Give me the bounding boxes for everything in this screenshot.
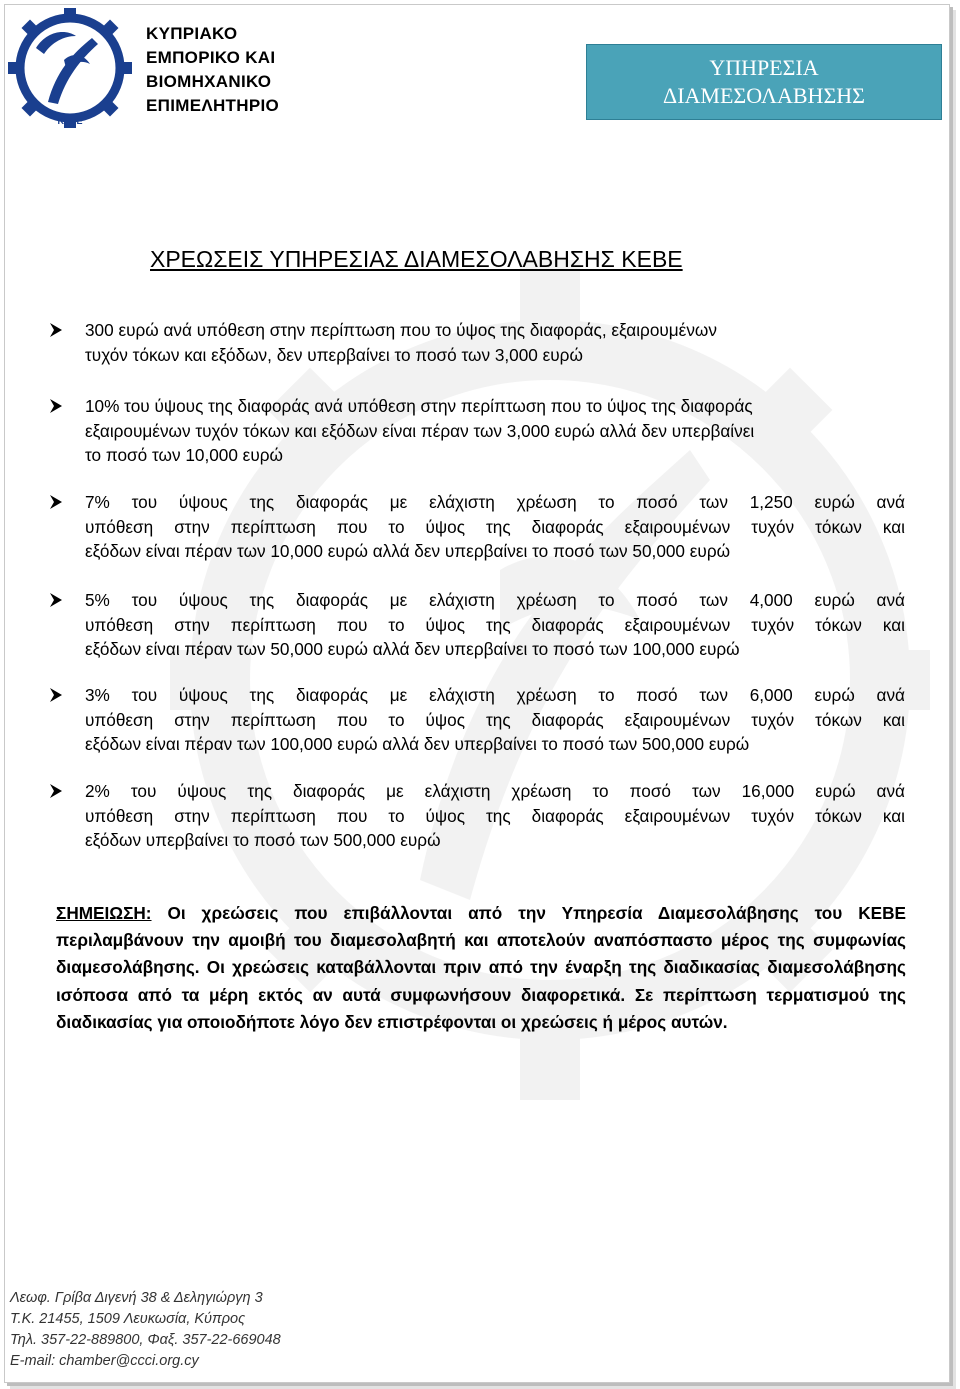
fee-item	[85, 318, 905, 367]
logo-text: ΚΕΒΕ	[57, 116, 83, 126]
fee-item-line: υπόθεση στην περίπτωση που το ύψος της διαφοράς εξαιρουμένων τυχόν τόκων και	[85, 614, 905, 635]
fee-item-line: 300 ευρώ ανά υπόθεση στην περίπτωση που το ύψος της διαφοράς, εξαιρουμένων	[85, 320, 717, 340]
arrowhead-bullet-icon	[49, 687, 63, 703]
fee-item-line: τυχόν τόκων και εξόδων, δεν υπερβαίνει το ποσό των 3,000 ευρώ	[85, 344, 583, 365]
footer-postal: Τ.Κ. 21455, 1509 Λευκωσία, Κύπρος	[10, 1311, 246, 1327]
service-title-line: ΥΠΗΡΕΣΙΑ	[709, 55, 819, 80]
fee-item-line: υπόθεση στην περίπτωση που το ύψος της διαφοράς εξαιρουμένων τυχόν τόκων και	[85, 709, 905, 730]
arrowhead-bullet-icon	[49, 398, 63, 414]
note-paragraph	[56, 900, 906, 1036]
org-name-line: ΕΜΠΟΡΙΚΟ ΚΑΙ	[146, 48, 276, 67]
org-name-line: ΒΙΟΜΗΧΑΝΙΚΟ	[146, 72, 272, 91]
page-title: ΧΡΕΩΣΕΙΣ ΥΠΗΡΕΣΙΑΣ ΔΙΑΜΕΣΟΛΑΒΗΣΗΣ ΚΕΒΕ	[150, 246, 683, 272]
fee-item-line: εξόδων είναι πέραν των 10,000 ευρώ αλλά δεν υπερβαίνει το ποσό των 50,000 ευρώ	[85, 541, 731, 561]
note-label: ΣΗΜΕΙΩΣΗ:	[56, 903, 152, 923]
fee-item-line: υπόθεση στην περίπτωση που το ύψος της διαφοράς εξαιρουμένων τυχόν τόκων και	[85, 516, 905, 537]
arrowhead-bullet-icon	[49, 494, 63, 510]
fee-item-line: υπόθεση στην περίπτωση που το ύψος της διαφοράς εξαιρουμένων τυχόν τόκων και	[85, 805, 905, 826]
fee-item-line: 5% του ύψους της διαφοράς με ελάχιστη χρέωση το ποσό των 4,000 ευρώ ανά	[85, 590, 905, 610]
fee-item	[85, 490, 905, 564]
note-text: Οι χρεώσεις που επιβάλλονται από την Υπηρεσία Διαμεσολάβησης του ΚΕΒΕ περιλαμβάνουν την αμοιβή του διαμεσολαβητή και αποτελούν αναπόσπαστο μέρος της συμφωνίας διαμεσολάβησης. Οι χρεώσεις καταβάλλονται πριν από την έναρξη της διαδικασίας διαμεσολάβησης ισόποσα από τα μέρη εκτός αν αυτά συμφωνήσουν διαφορετικά. Σε περίπτωση τερματισμού της διαδικασίας για οποιοδήποτε λόγο δεν επιστρέφονται οι χρεώσεις ή μέρος αυτών.	[56, 903, 906, 1032]
fee-item	[85, 683, 905, 757]
arrowhead-bullet-icon	[49, 592, 63, 608]
keve-logo	[6, 2, 136, 130]
fee-item-line: εξαιρουμένων τυχόν τόκων και εξόδων είναι πέραν των 3,000 ευρώ αλλά δεν υπερβαίνει	[85, 420, 755, 441]
footer-phone-fax: Τηλ. 357-22-889800, Φαξ. 357-22-669048	[10, 1332, 281, 1348]
fee-item-line: εξόδων υπερβαίνει το ποσό των 500,000 ευρώ	[85, 830, 441, 850]
fee-item-line: 10% του ύψους της διαφοράς ανά υπόθεση στην περίπτωση που το ύψος της διαφοράς	[85, 396, 753, 416]
footer-address: Λεωφ. Γρίβα Διγενή 38 & Δεληγιώργη 3	[10, 1290, 263, 1306]
fee-item	[85, 394, 905, 468]
fee-item	[85, 588, 905, 662]
service-title-box	[586, 44, 942, 120]
arrowhead-bullet-icon	[49, 783, 63, 799]
fee-item-line: το ποσό των 10,000 ευρώ	[85, 445, 283, 465]
fee-item-line: 3% του ύψους της διαφοράς με ελάχιστη χρέωση το ποσό των 6,000 ευρώ ανά	[85, 685, 905, 705]
fee-item-line: 2% του ύψους της διαφοράς με ελάχιστη χρέωση το ποσό των 16,000 ευρώ ανά	[85, 781, 905, 801]
fee-item-line: 7% του ύψους της διαφοράς με ελάχιστη χρέωση το ποσό των 1,250 ευρώ ανά	[85, 492, 905, 512]
service-title-line: ΔΙΑΜΕΣΟΛΑΒΗΣΗΣ	[663, 83, 865, 108]
organization-name	[146, 22, 279, 118]
org-name-line: ΚΥΠΡΙΑΚΟ	[146, 24, 238, 43]
footer-email: E-mail: chamber@ccci.org.cy	[10, 1353, 199, 1369]
fee-item	[85, 779, 905, 853]
org-name-line: ΕΠΙΜΕΛΗΤΗΡΙΟ	[146, 96, 280, 115]
arrowhead-bullet-icon	[49, 322, 63, 338]
fee-item-line: εξόδων είναι πέραν των 100,000 ευρώ αλλά δεν υπερβαίνει το ποσό των 500,000 ευρώ	[85, 734, 750, 754]
footer-contact	[10, 1288, 281, 1372]
fee-item-line: εξόδων είναι πέραν των 50,000 ευρώ αλλά δεν υπερβαίνει το ποσό των 100,000 ευρώ	[85, 639, 740, 659]
